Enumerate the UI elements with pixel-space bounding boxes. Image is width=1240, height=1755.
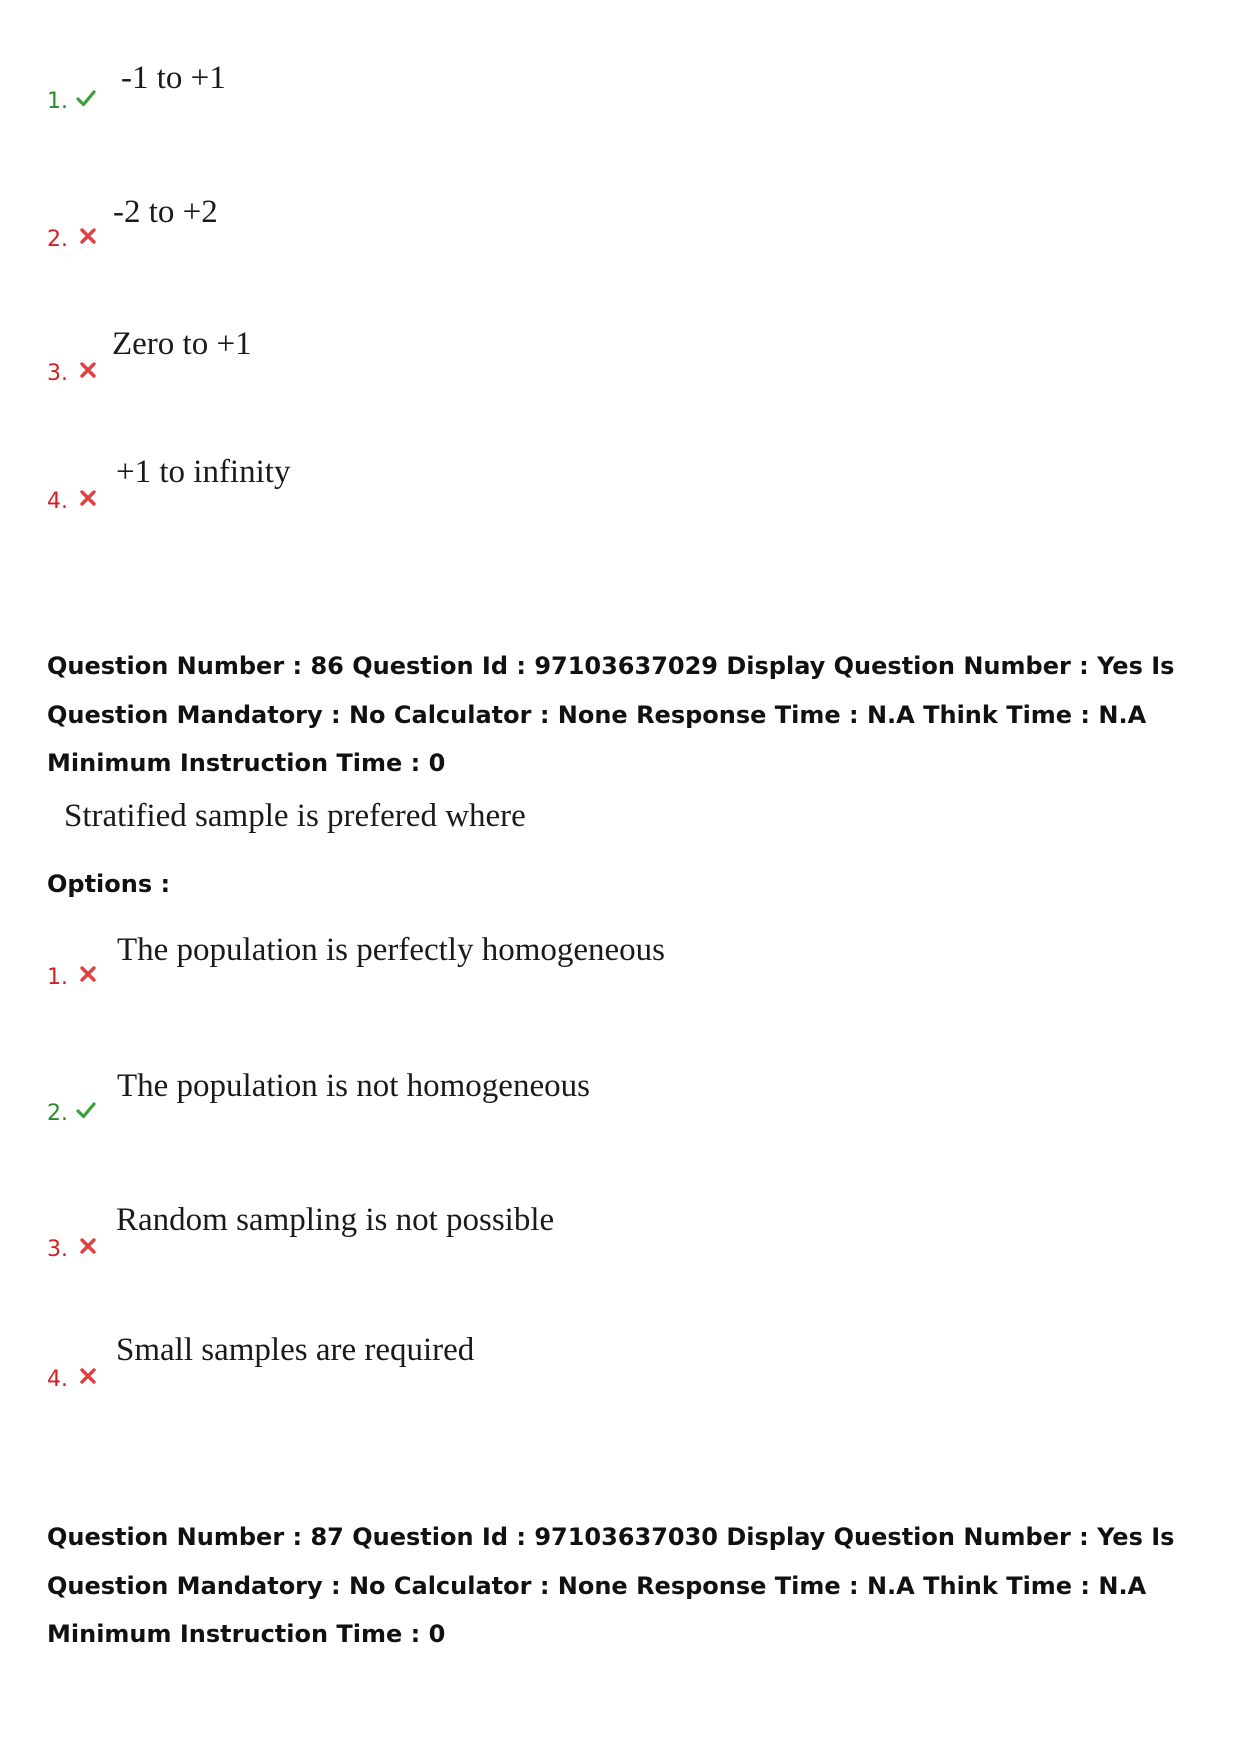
check-icon [75,87,97,109]
question-86-stem: Stratified sample is prefered where [64,798,526,834]
cross-icon [77,1365,99,1387]
option-number: 3. [47,1237,68,1262]
option-number: 2. [47,1101,68,1126]
cross-icon [77,225,99,247]
option-text: Random sampling is not possible [116,1202,555,1238]
option-text: Small samples are required [116,1332,475,1368]
option-text: -2 to +2 [113,194,218,230]
option-text: Zero to +1 [112,326,252,362]
option-number: 1. [47,89,68,114]
option-number: 1. [47,965,68,990]
check-icon [75,1099,97,1121]
option-text: The population is perfectly homogeneous [117,932,666,968]
option-text: -1 to +1 [121,60,226,96]
option-text: +1 to infinity [116,454,291,490]
cross-icon [77,1235,99,1257]
question-86-meta: Question Number : 86 Question Id : 97103637029 Display Question Number : Yes Is Question Mandatory : No Calculator : None Response Time : N.A Think Time : N.A Minimum Instruction Time : 0 [47,652,1175,777]
question-86-options-label: Options : [47,870,171,898]
cross-icon [77,359,99,381]
option-text: The population is not homogeneous [117,1068,590,1104]
option-number: 4. [47,1367,68,1392]
cross-icon [77,963,99,985]
cross-icon [77,487,99,509]
option-number: 2. [47,227,68,252]
option-number: 4. [47,489,68,514]
option-number: 3. [47,361,68,386]
question-87-meta: Question Number : 87 Question Id : 97103637030 Display Question Number : Yes Is Question Mandatory : No Calculator : None Response Time : N.A Think Time : N.A Minimum Instruction Time : 0 [47,1523,1175,1648]
